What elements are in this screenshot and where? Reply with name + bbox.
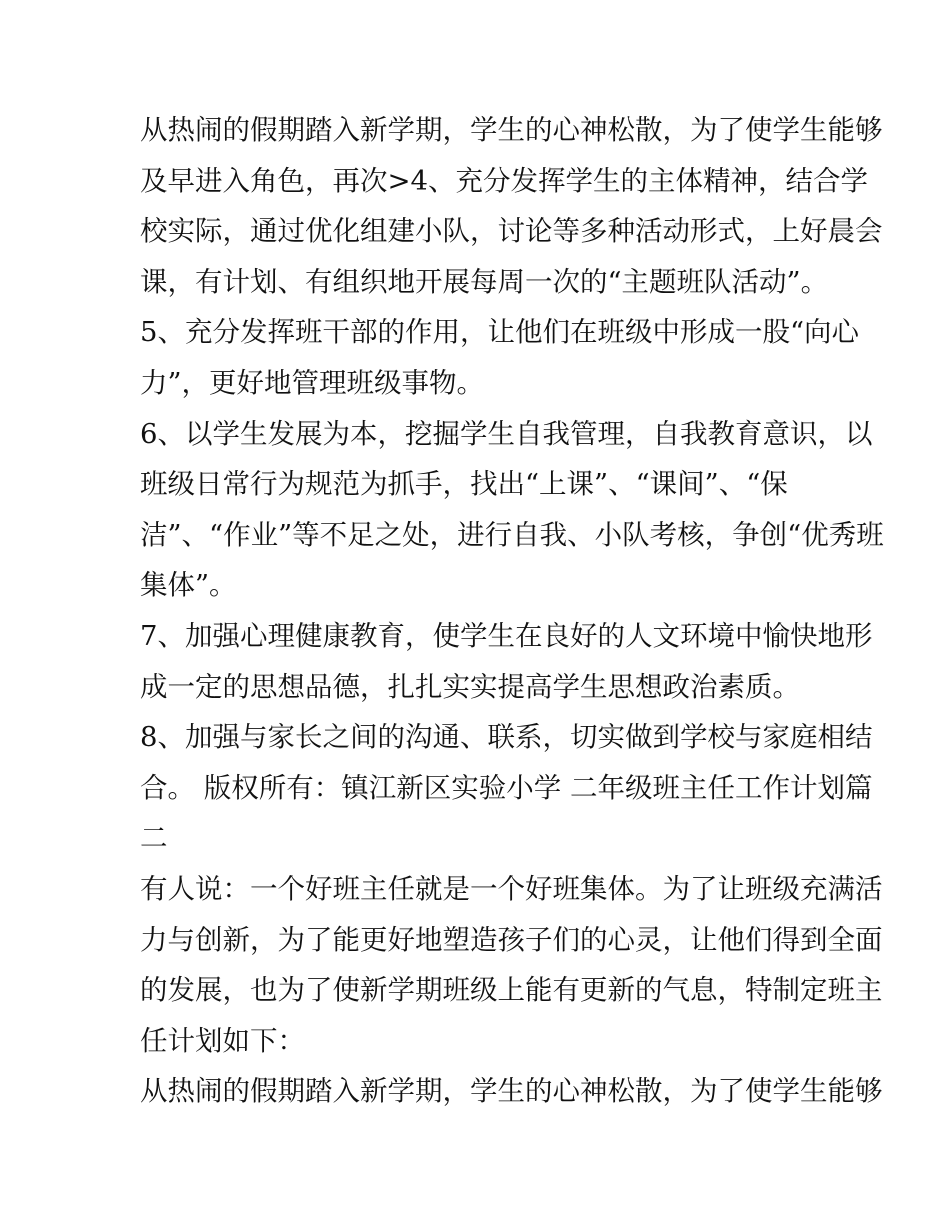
text-line: 有人说：一个好班主任就是一个好班集体。为了让班级充满活 — [140, 872, 883, 905]
text-line: 班级日常行为规范为抓手，找出“上课”、“课间”、“保 — [140, 468, 788, 501]
document-body — [140, 105, 884, 1117]
text-line: 集体”。 — [140, 569, 237, 602]
text-line: 洁”、“作业”等不足之处，进行自我、小队考核，争创“优秀班 — [140, 518, 884, 551]
text-line: 从热闹的假期踏入新学期，学生的心神松散，为了使学生能够 — [140, 1075, 883, 1108]
text-line: 8、加强与家长之间的沟通、联系，切实做到学校与家庭相结 — [140, 721, 873, 754]
text-line: 二 — [140, 822, 168, 855]
text-line: 合。 版权所有：镇江新区实验小学 二年级班主任工作计划篇 — [140, 771, 873, 804]
text-line: 力”，更好地管理班级事物。 — [140, 366, 485, 399]
text-line: 校实际，通过优化组建小队，讨论等多种活动形式，上好晨会 — [140, 215, 883, 248]
text-line: 6、以学生发展为本，挖掘学生自我管理，自我教育意识，以 — [140, 417, 873, 450]
text-line: 5、充分发挥班干部的作用，让他们在班级中形成一股“向心 — [140, 316, 860, 349]
text-line: 课，有计划、有组织地开展每周一次的“主题班队活动”。 — [140, 265, 829, 298]
text-line: 及早进入角色，再次>4、充分发挥学生的主体精神，结合学 — [140, 164, 869, 197]
text-line: 从热闹的假期踏入新学期，学生的心神松散，为了使学生能够 — [140, 114, 883, 146]
text-line: 力与创新，为了能更好地塑造孩子们的心灵，让他们得到全面 — [140, 923, 883, 956]
text-line: 成一定的思想品德，扎扎实实提高学生思想政治素质。 — [140, 670, 800, 703]
text-line: 的发展，也为了使新学期班级上能有更新的气息，特制定班主 — [140, 974, 883, 1007]
text-line: 7、加强心理健康教育，使学生在良好的人文环境中愉快地形 — [140, 619, 873, 652]
text-line: 任计划如下： — [140, 1024, 305, 1057]
